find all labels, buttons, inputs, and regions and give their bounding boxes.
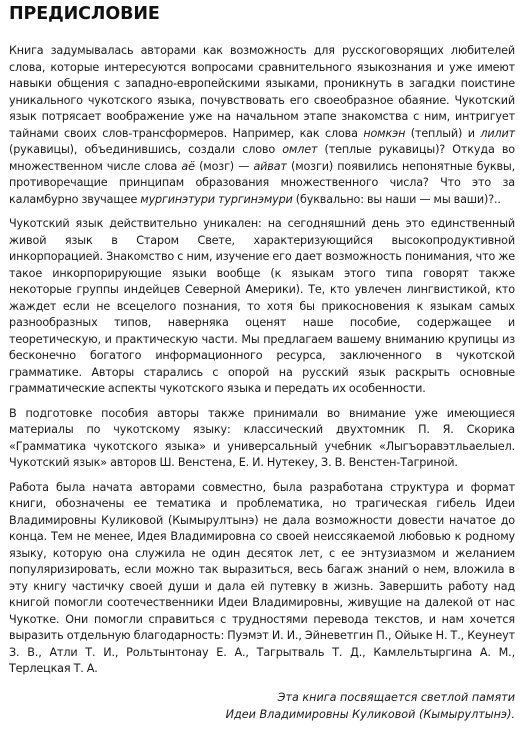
chukchi-word: айват [253,159,287,173]
text-segment: (мозг) — [194,159,254,173]
text-segment: (рукавицы), объединившись, создали слово [9,143,283,156]
chukchi-word: аё [181,159,195,173]
dedication [226,690,515,723]
chukchi-word: номкэн [363,126,406,140]
chukchi-word: омлет [282,143,318,156]
chukchi-phrase: мургинэтури тургинэмури [140,192,293,206]
chukchi-word: лилит [480,126,515,140]
paragraph-acknowledgements: Работа была начата авторами совместно, была разработана структура и формат книги, обозначены ее тематика и проблематика, но трагическая гибель Идеи Владимировны Куликовой (Кымырултынэ) не дала возможности довести начатое до конца. Тем не менее, Идея Владимировна со своей неиссякаемой любовью к родному языку, которую она служила не один десяток лет, с ее энтузиазмом и желанием популяризировать, если можно так выразиться, весь багаж знаний о нем, вложила в эту книгу частичку своей души и дала ей путевку в жизнь. Завершить работу над книгой помогли соотечественники Идеи Владимировны, живущие на далекой от нас Чукотке. Они помогли справиться с трудностями перевода текстов, и нам хочется выразить отдельную благодарность: Пуэмэт И. И., Эйневетгин П., Ойыке Н. Т., Кеунеут З. В., Атли Т. И., Рольтынтонау Е. А., Тагрытваль Т. Д., Камлельтыргина А. М., Терлецкая Т. А. [9,480,515,675]
dedication-line-2: Идеи Владимировны Куликовой (Кымырултынэ). [225,707,515,721]
text-segment: Книга задумывалась авторами как возможность для русскоговорящих любителей слова, которые интересуются вопросами сравнительного языкознания и уже имеют навыки общения с западно-европейскими языками, проникнуть в загадки поистине уникального чукотского языка, почувствовать его своеобразное обаяние. Чукотский язык потрясает воображение уже на начальном этапе знакомства с ним, интригует тайнами своих слов-трансформеров. Например, как слова [9,44,515,140]
text-segment: (мозги) появились непонятные буквы, противоречащие принципам образования множественного числа? Что это за каламбурно звучащее [9,159,515,206]
text-segment: (теплый) и [405,126,481,140]
text-segment: (теплые рукавицы)? Откуда во множественном числе слова [9,143,515,173]
paragraph-intro [9,43,515,208]
dedication-line-1: Эта книга посвящается светлой памяти [277,691,515,704]
paragraph-uniqueness: Чукотский язык действительно уникален: на сегодняшний день это единственный живой язык в Старом Свете, характеризующийся высокопродуктивной инкорпорацией. Знакомство с ним, изучение его дает возможность понимания, что же такое инкорпорирующие языки вообще (к языкам этого типа говорят также некоторые группы индейцев Северной Америки). Те, кто увлечен лингвистикой, кто жаждет если не всецелого познания, то хотя бы прикосновения к языкам самых разнообразных типов, наверняка оценят наше пособие, содержащее и теоретическую, и практическую части. Мы предлагаем вашему вниманию крупицы из бесконечно богатого информационного ресурса, заключенного в чукотской грамматике. Авторы старались с опорой на русский язык раскрыть основные грамматические аспекты чукотского языка и передать их особенности. [9,217,515,395]
page-title: ПРЕДИСЛОВИЕ [9,4,160,24]
text-segment: (буквально: вы наши — мы ваши)?.. [292,192,501,206]
paragraph-sources: В подготовке пособия авторы также принимали во внимание уже имеющиеся материалы по чукотскому языку: классический двухтомник П. Я. Скорика «Грамматика чукотского языка» и универсальный учебник «Лыгъоравэтльаелыел. Чукотский язык» авторов Ш. Венстена, Е. И. Нутекеу, З. В. Венстен-Тагриной. [9,406,515,469]
